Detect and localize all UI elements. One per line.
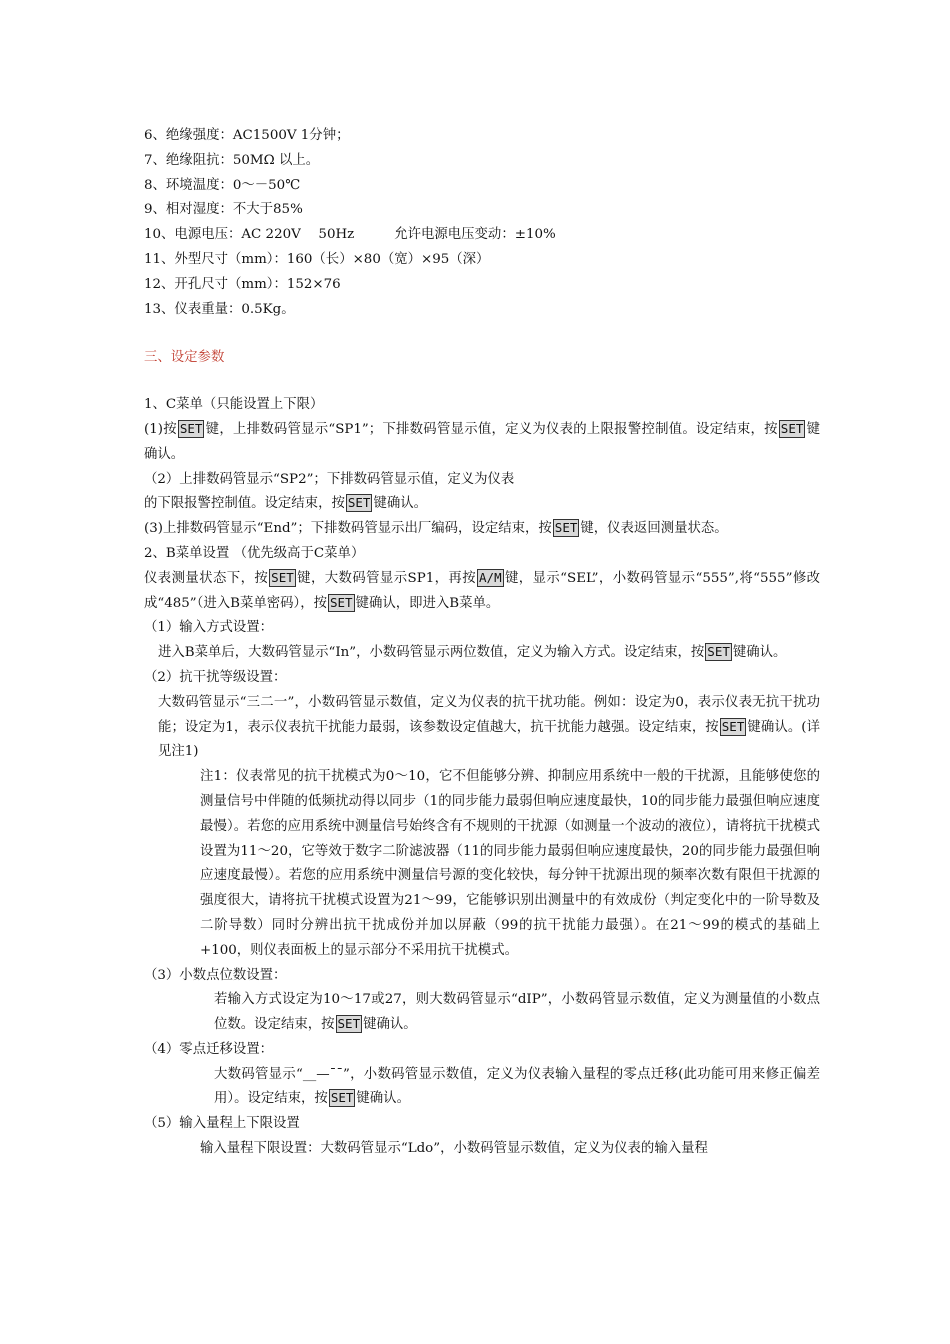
- set-key-label: SET: [179, 420, 203, 436]
- decimal-text-a: 若输入方式设定为10～17或27，则大数码管显示“dIP”，小数码管显示数值，定义为测量值的小数点位数。设定结束，按: [214, 992, 820, 1033]
- input-mode-title: （1）输入方式设置：: [144, 620, 274, 636]
- spec-insulation-resistance: 7、绝缘阻抗：50MΩ 以上。: [144, 152, 320, 168]
- c-menu-step-1: [144, 418, 820, 468]
- set-key-label: SET: [347, 495, 371, 511]
- b-menu-intro: [144, 567, 820, 617]
- document-body: [144, 124, 820, 1162]
- spec-outer-dimensions: 11、外型尺寸（mm）：160（长）×80（宽）×95（深）: [144, 251, 490, 267]
- c-menu-heading: 1、C菜单（只能设置上下限）: [144, 397, 324, 413]
- spec-power-voltage-tolerance: 允许电源电压变动：±10%: [394, 227, 556, 243]
- b-menu-intro-text-c: 键，显示“SEL”，小数码管显示“555”,将“555”修改成“485”（进入B菜单密码），按: [144, 570, 821, 611]
- set-key-label: SET: [721, 718, 745, 734]
- anti-interference-text-a: 大数码管显示“三二一”，小数码管显示数值，定义为仪表的抗干扰功能。例如：设定为0，表示仪表无抗干扰功能；设定为1，表示仪表抗干扰能力最弱，该参数设定值越大，抗干扰能力越强。设定结束，按: [158, 694, 820, 735]
- spec-insulation-strength: 6、绝缘强度：AC1500V 1分钟；: [144, 128, 350, 143]
- range-title: （5）输入量程上下限设置: [144, 1116, 300, 1132]
- c-menu-step-2-text-b: 的下限报警控制值。设定结束，按: [144, 496, 345, 512]
- anti-interference-title: （2）抗干扰等级设置：: [144, 669, 287, 685]
- decimal-text: [144, 988, 820, 1038]
- b-menu-heading: 2、B菜单设置 （优先级高于C菜单）: [144, 545, 365, 561]
- spec-power-voltage: [144, 223, 820, 248]
- c-menu-step-2-line-1: （2）上排数码管显示“SP2”；下排数码管显示值，定义为仪表: [144, 471, 515, 487]
- b-menu-intro-text-a: 仪表测量状态下，按: [144, 570, 269, 586]
- set-key-label: SET: [780, 420, 804, 436]
- spec-weight: 13、仪表重量：0.5Kg。: [144, 301, 295, 317]
- anti-interference-text: [144, 691, 820, 765]
- spec-relative-humidity: 9、相对湿度：不大于85%: [144, 202, 303, 218]
- c-menu-step-1-text-b: 键，上排数码管显示“SP1”；下排数码管显示值，定义为仪表的上限报警控制值。设定结束，按: [205, 421, 778, 437]
- set-key-label: SET: [554, 520, 578, 536]
- anti-interference-text-b: 键确认。(详见注1): [158, 719, 820, 760]
- set-key-label: SET: [271, 569, 294, 585]
- zero-shift-title: （4）零点迁移设置：: [144, 1041, 274, 1057]
- decimal-text-b: 键确认。: [363, 1017, 417, 1033]
- set-key-label: SET: [330, 1090, 354, 1106]
- zero-shift-text-a: 大数码管显示“__—¯¯”，小数码管显示数值，定义为仪表输入量程的零点迁移(此功能可用来修正偏差用）。设定结束，按: [214, 1066, 820, 1107]
- set-key-label: SET: [707, 644, 730, 660]
- c-menu-step-1-text-c: 键确认。: [144, 421, 821, 462]
- spec-power-voltage-main: 10、电源电压：AC 220V 50Hz: [144, 227, 355, 243]
- c-menu-step-3-text-b: 键，仪表返回测量状态。: [580, 521, 728, 537]
- range-text: 输入量程下限设置：大数码管显示“Ldo”，小数码管显示数值，定义为仪表的输入量程: [200, 1141, 708, 1157]
- b-menu-intro-text-d: 键确认，即进入B菜单。: [355, 595, 500, 611]
- zero-shift-text-b: 键确认。: [356, 1091, 410, 1107]
- c-menu-step-2-text-c: 键确认。: [373, 496, 427, 512]
- section-title-settings: 三、设定参数: [144, 350, 225, 366]
- input-mode-text-b: 键确认。: [732, 645, 787, 661]
- c-menu-step-1-text-a: (1)按: [144, 421, 177, 437]
- spec-cutout-dimensions: 12、开孔尺寸（mm）：152×76: [144, 276, 341, 292]
- set-key-label: SET: [330, 594, 353, 610]
- am-key-label: A/M: [479, 569, 502, 585]
- anti-interference-note: 注1：仪表常见的抗干扰模式为0～10，它不但能够分辨、抑制应用系统中一般的干扰源，且能够使您的测量信号中伴随的低频扰动得以同步（1的同步能力最弱但响应速度最快，10的同步能力最强但响应速度最慢）。若您的应用系统中测量信号始终含有不规则的干扰源（如测量一个波动的液位），请将抗干扰模式设置为11～20，它等效于数字二阶滤波器（11的同步能力最弱但响应速度最快，20的同步能力最强但响应速度最慢）。若您的应用系统中测量信号源的变化较快，每分钟干扰源出现的频率次数有限但干扰源的强度很大，请将抗干扰模式设置为21～99，它能够识别出测量中的有效成份（判定变化中的一阶导数及二阶导数）同时分辨出抗干扰成份并加以屏蔽（99的抗干扰能力最强）。在21～99的模式的基础上+100，则仪表面板上的显示部分不采用抗干扰模式。: [200, 769, 820, 958]
- spec-ambient-temperature: 8、环境温度：0～－50℃: [144, 177, 301, 193]
- input-mode-text-a: 进入B菜单后，大数码管显示“In”，小数码管显示两位数值，定义为输入方式。设定结束，按: [158, 645, 705, 661]
- decimal-title: （3）小数点位数设置：: [144, 967, 287, 983]
- c-menu-step-3-text-a: (3)上排数码管显示“End”；下排数码管显示出厂编码，设定结束，按: [144, 521, 552, 537]
- set-key-label: SET: [337, 1016, 361, 1032]
- input-mode-text: [144, 641, 820, 666]
- zero-shift-text: [144, 1063, 820, 1113]
- c-menu-step-2-line-2: [144, 492, 820, 517]
- b-menu-intro-text-b: 键，大数码管显示SP1，再按: [296, 570, 477, 586]
- c-menu-step-3: [144, 517, 820, 542]
